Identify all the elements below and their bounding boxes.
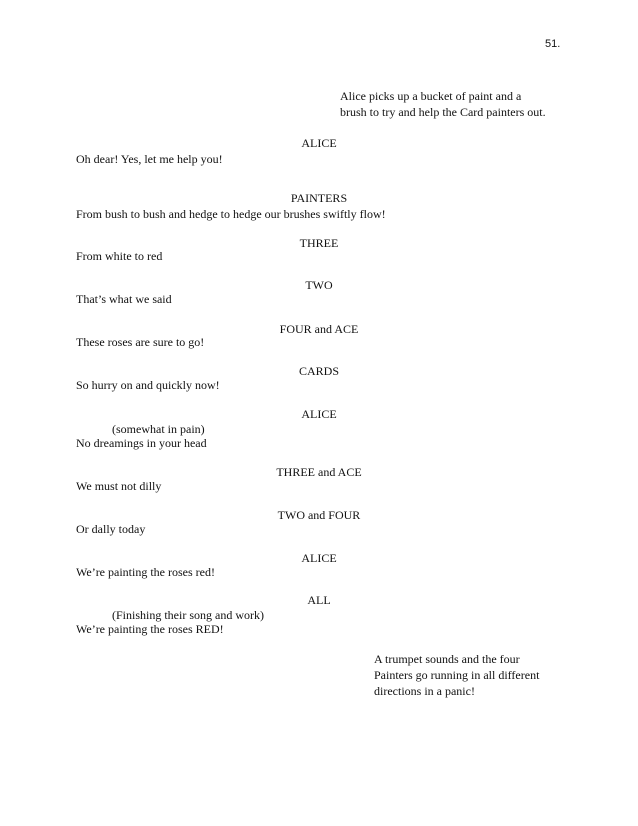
dialogue-line: That’s what we said xyxy=(76,292,172,306)
dialogue-line: From bush to bush and hedge to hedge our brushes swiftly flow! xyxy=(76,207,386,221)
stage-direction-line: directions in a panic! xyxy=(374,684,475,698)
dialogue-line: Oh dear! Yes, let me help you! xyxy=(76,152,223,166)
parenthetical: (Finishing their song and work) xyxy=(112,608,264,622)
speaker-name: TWO and FOUR xyxy=(277,508,361,522)
dialogue-line: We’re painting the roses RED! xyxy=(76,622,224,636)
dialogue-line: We’re painting the roses red! xyxy=(76,565,215,579)
speaker-name: THREE and ACE xyxy=(276,465,362,479)
dialogue-line: Or dally today xyxy=(76,522,146,536)
dialogue-line: No dreamings in your head xyxy=(76,436,207,450)
dialogue-line: So hurry on and quickly now! xyxy=(76,378,220,392)
stage-direction-line: Painters go running in all different xyxy=(374,668,540,682)
page-number: 51. xyxy=(545,38,561,50)
speaker-name: ALL xyxy=(307,593,331,607)
speaker-name: THREE xyxy=(299,236,339,250)
dialogue-line: We must not dilly xyxy=(76,479,162,493)
speaker-name: ALICE xyxy=(301,136,337,150)
parenthetical: (somewhat in pain) xyxy=(112,422,205,436)
stage-direction-line: brush to try and help the Card painters out. xyxy=(340,105,546,119)
dialogue-line: From white to red xyxy=(76,249,163,263)
speaker-name: FOUR and ACE xyxy=(279,322,359,336)
speaker-name: CARDS xyxy=(298,364,339,378)
speaker-name: ALICE xyxy=(301,551,337,565)
dialogue-line: These roses are sure to go! xyxy=(76,335,205,349)
stage-direction-line: A trumpet sounds and the four xyxy=(374,652,520,666)
speaker-name: TWO xyxy=(305,278,333,292)
speaker-name: ALICE xyxy=(301,407,337,421)
speaker-name: PAINTERS xyxy=(290,191,348,205)
stage-direction-line: Alice picks up a bucket of paint and a xyxy=(340,89,522,103)
